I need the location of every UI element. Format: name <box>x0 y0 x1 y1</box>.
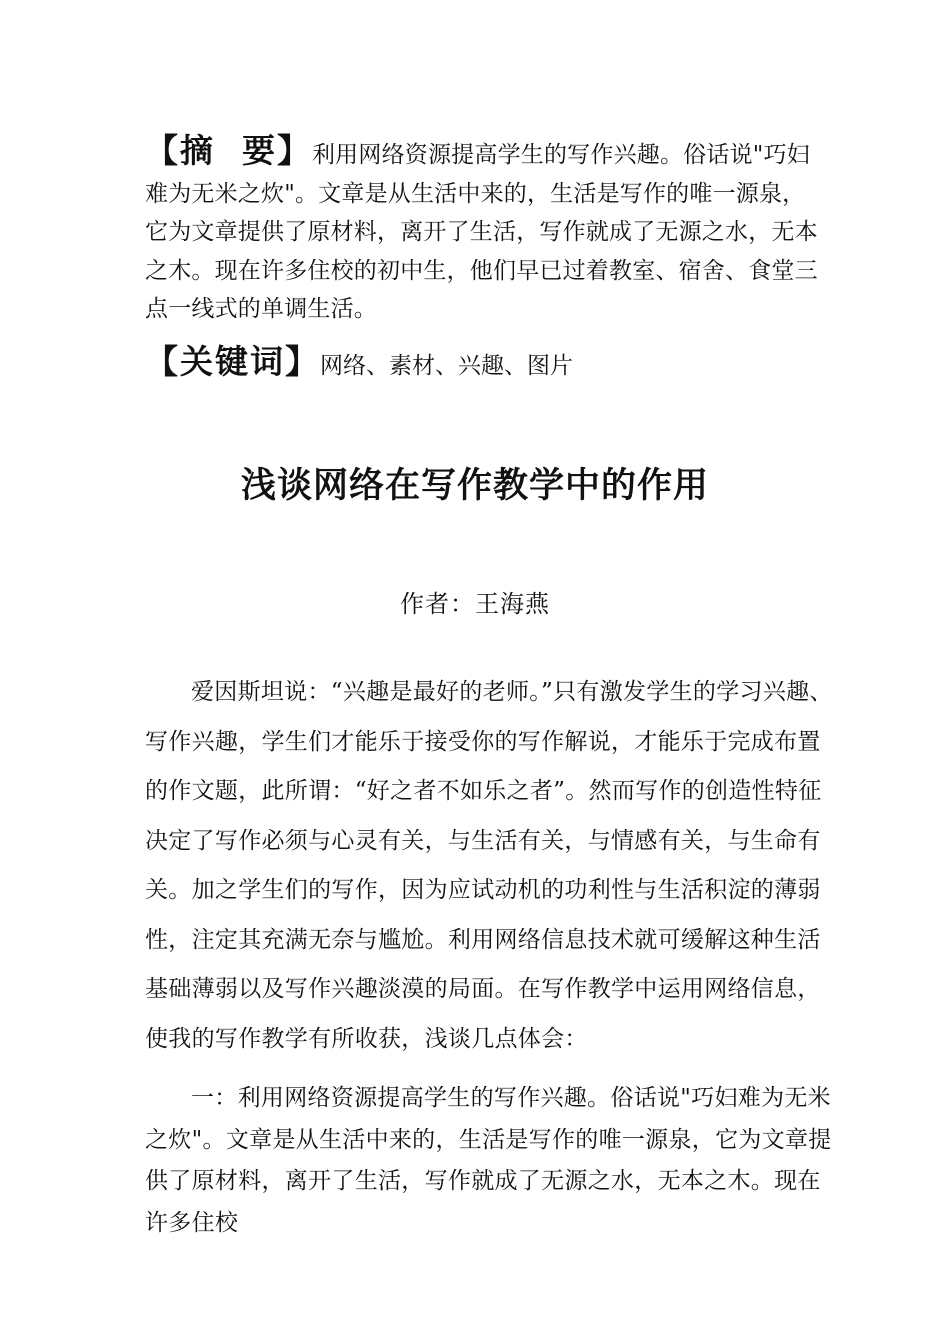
body-paragraph: 爱因斯坦说：“兴趣是最好的老师。”只有激发学生的学习兴趣、写作兴趣，学生们才能乐于接受你的写作解说，才能乐于完成布置的作文题，此所谓：“好之者不如乐之者”。然而写作的创造性特征决定了写作必须与心灵有关，与生活有关，与情感有关，与生命有关。加之学生们的写作，因为应试动机的功利性与生活积淀的薄弱性，注定其充满无奈与尴尬。利用网络信息技术就可缓解这种生活基础薄弱以及写作兴趣淡漠的局面。在写作教学中运用网络信息，使我的写作教学有所收获，浅谈几点体会： <box>145 679 833 1052</box>
abstract-section <box>145 132 825 329</box>
abstract-text: 利用网络资源提高学生的写作兴趣。俗话说"巧妇难为无米之炊"。文章是从生活中来的，生活是写作的唯一源泉，它为文章提供了原材料，离开了生活，写作就成了无源之水，无本之木。现在许多住校的初中生，他们早已过着教室、宿舍、食堂三点一线式的单调生活。 <box>145 142 818 322</box>
article-author: 作者：王海燕 <box>400 590 550 618</box>
article-title: 浅谈网络在写作教学中的作用 <box>240 466 709 506</box>
keywords-label: 【关键词】 <box>145 342 320 381</box>
body-paragraph: 一：利用网络资源提高学生的写作兴趣。俗话说"巧妇难为无米之炊"。文章是从生活中来的，生活是写作的唯一源泉，它为文章提供了原材料，离开了生活，写作就成了无源之水，无本之木。现在许多住校 <box>145 1085 832 1236</box>
keywords-text: 网络、素材、兴趣、图片 <box>320 353 573 379</box>
abstract-label: 【摘 要】 <box>145 131 312 170</box>
keywords-section <box>145 340 825 388</box>
